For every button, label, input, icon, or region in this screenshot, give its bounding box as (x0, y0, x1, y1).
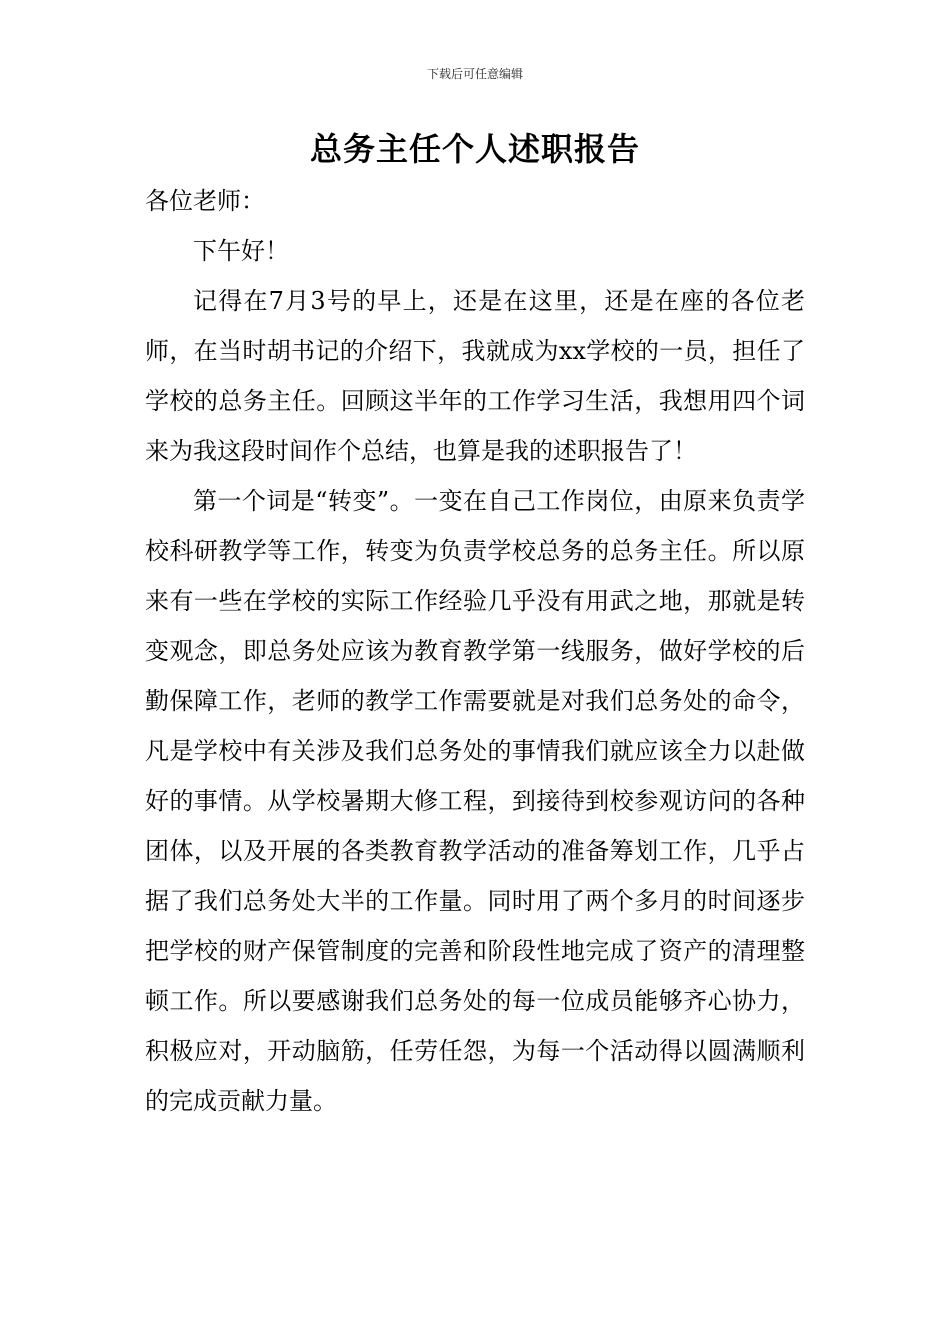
document-body (145, 176, 805, 1126)
paragraph-greeting: 下午好！ (193, 237, 289, 265)
paragraph-first-word: 第一个词是“转变”。一变在自己工作岗位，由原来负责学校科研教学等工作，转变为负责学校总务的总务主任。所以原来有一些在学校的实际工作经验几乎没有用武之地，那就是转变观念，即总务处应该为教育教学第一线服务，做好学校的后勤保障工作，老师的教学工作需要就是对我们总务处的命令，凡是学校中有关涉及我们总务处的事情我们就应该全力以赴做好的事情。从学校暑期大修工程，到接待到校参观访问的各种团体，以及开展的各类教育教学活动的准备筹划工作，几乎占据了我们总务处大半的工作量。同时用了两个多月的时间逐步把学校的财产保管制度的完善和阶段性地完成了资产的清理整顿工作。所以要感谢我们总务处的每一位成员能够齐心协力，积极应对，开动脑筋，任劳任怨，为每一个活动得以圆满顺利的完成贡献力量。 (145, 487, 805, 1115)
document-title: 总务主任个人述职报告 (309, 130, 640, 168)
salutation: 各位老师： (145, 187, 265, 215)
page-header-note: 下载后可任意编辑 (426, 67, 523, 81)
paragraph-intro: 记得在7月3号的早上，还是在这里，还是在座的各位老师，在当时胡书记的介绍下，我就成为xx学校的一员，担任了学校的总务主任。回顾这半年的工作学习生活，我想用四个词来为我这段时间作个总结，也算是我的述职报告了！ (145, 287, 805, 465)
